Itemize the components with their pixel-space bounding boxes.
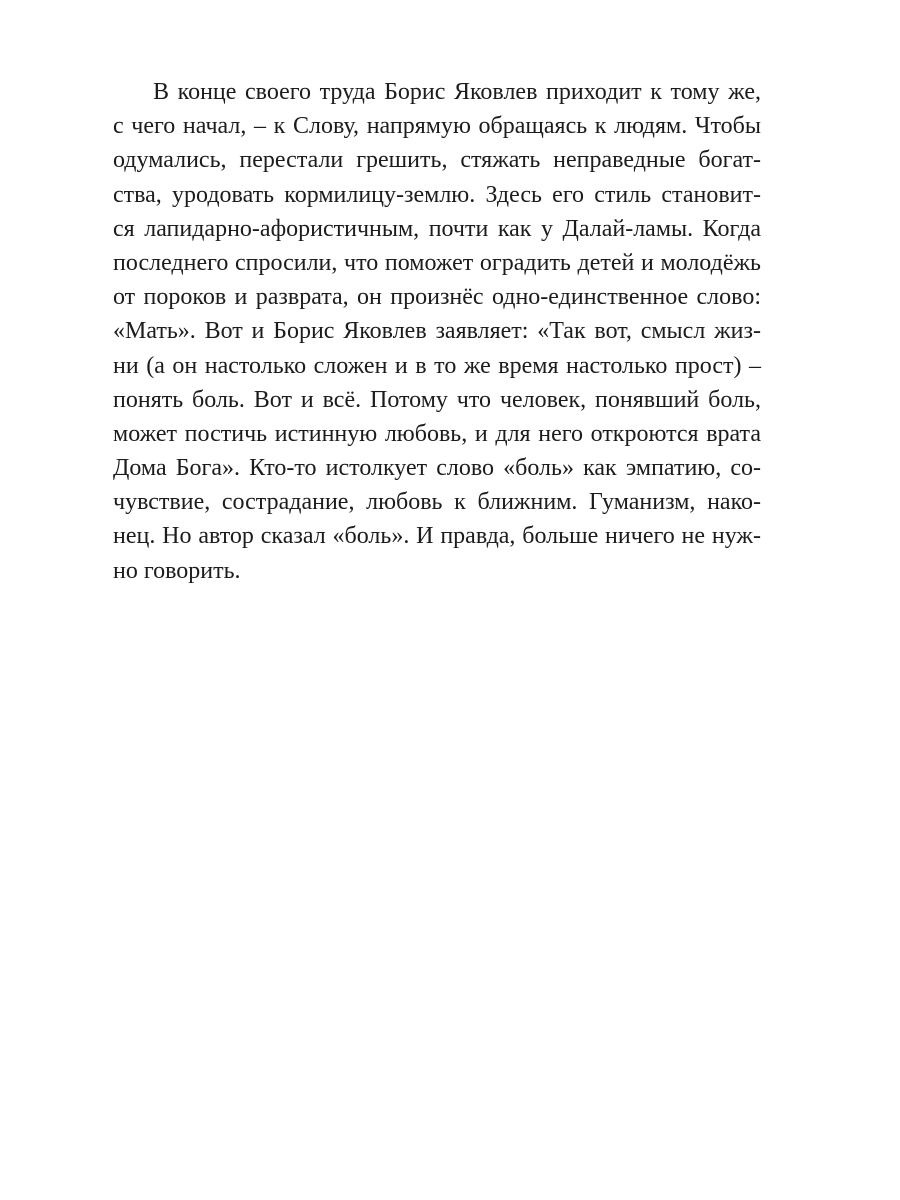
text-line: ства, уродовать кормилицу-землю. Здесь его стиль становит-: [113, 181, 761, 208]
text-line: одумались, перестали грешить, стяжать неправедные богат-: [113, 147, 761, 174]
text-line: чувствие, сострадание, любовь к ближним. Гуманизм, нако-: [113, 489, 761, 516]
text-line: но говорить.: [113, 557, 241, 584]
text-line: от пороков и разврата, он произнёс одно-единственное слово:: [113, 284, 761, 311]
text-line: может постичь истинную любовь, и для него откроются врата: [113, 420, 761, 447]
text-line: ни (а он настолько сложен и в то же время настолько прост) –: [113, 352, 761, 379]
text-line: В конце своего труда Борис Яковлев приходит к тому же,: [153, 79, 761, 105]
text-line: «Мать». Вот и Борис Яковлев заявляет: «Так вот, смысл жиз-: [113, 318, 761, 345]
text-line: последнего спросили, что поможет оградить детей и молодёжь: [113, 249, 761, 276]
text-line: нец. Но автор сказал «боль». И правда, больше ничего не нуж-: [113, 523, 761, 550]
text-line: понять боль. Вот и всё. Потому что человек, понявший боль,: [113, 386, 761, 413]
body-paragraph: [113, 75, 761, 588]
text-line: ся лапидарно-афористичным, почти как у Далай-ламы. Когда: [113, 215, 761, 242]
text-line: Дома Бога». Кто-то истолкует слово «боль» как эмпатию, со-: [113, 455, 761, 482]
text-line: с чего начал, – к Слову, напрямую обращаясь к людям. Чтобы: [113, 113, 761, 140]
